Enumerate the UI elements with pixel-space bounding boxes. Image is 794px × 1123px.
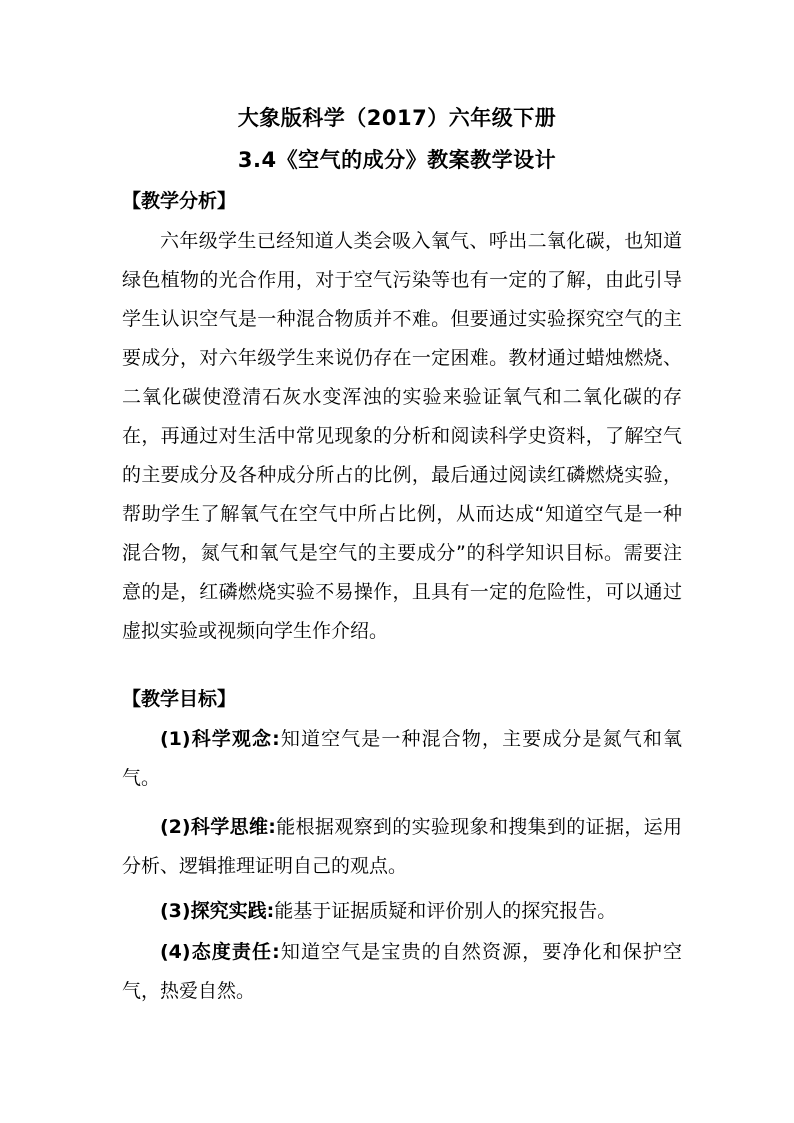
document-subtitle: 3.4《空气的成分》教案教学设计 [237,148,557,172]
objective-label: (3)探究实践: [160,900,275,922]
objective-label: (2)科学思维: [160,816,276,838]
section-heading-analysis: 【教学分析】 [122,190,237,212]
objective-label: (4)态度责任: [160,941,280,963]
objective-text: 能基于证据质疑和评价别人的探究报告。 [274,900,617,922]
section-heading-objectives: 【教学目标】 [122,688,237,710]
objective-text: 能根据观察到的实验现象和搜集到的证据，运用分析、逻辑推理证明自己的观点。 [122,816,682,877]
objective-label: (1)科学观念: [160,728,280,750]
objective-text: 知道空气是宝贵的自然资源，要净化和保护空气，热爱自然。 [122,941,682,1002]
objective-item [122,808,682,886]
objective-item [122,892,682,931]
document-title: 大象版科学（2017）六年级下册 [237,106,557,130]
objective-item [122,720,682,798]
objective-text: 知道空气是一种混合物，主要成分是氮气和氧气。 [122,728,682,789]
objective-item [122,933,682,1011]
analysis-paragraph: 六年级学生已经知道人类会吸入氧气、呼出二氧化碳，也知道绿色植物的光合作用，对于空气污染等也有一定的了解，由此引导学生认识空气是一种混合物质并不难。但要通过实验探究空气的主要成分，对六年级学生来说仍存在一定困难。教材通过蜡烛燃烧、二氧化碳使澄清石灰水变浑浊的实验来验证氧气和二氧化碳的存在，再通过对生活中常见现象的分析和阅读科学史资料，了解空气的主要成分及各种成分所占的比例，最后通过阅读红磷燃烧实验，帮助学生了解氧气在空气中所占比例，从而达成“知道空气是一种混合物，氮气和氧气是空气的主要成分”的科学知识目标。需要注意的是，红磷燃烧实验不易操作，且具有一定的危险性，可以通过虚拟实验或视频向学生作介绍。 [122,230,682,642]
